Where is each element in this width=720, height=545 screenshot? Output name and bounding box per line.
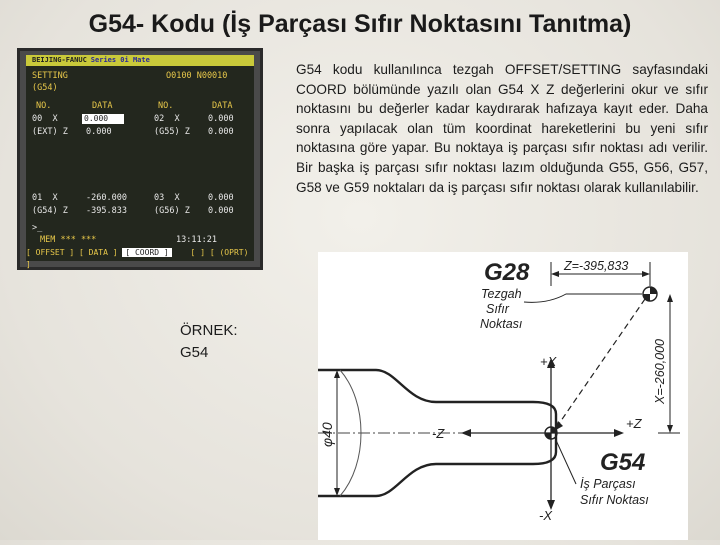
cnc-row2-no: (EXT) Z (32, 127, 68, 137)
softkey-oprt[interactable]: [ (OPRT) ] (26, 248, 249, 269)
tezgah-label-3: Noktası (480, 317, 523, 331)
cnc-col-data: DATA (92, 101, 113, 111)
cnc-row4-no2: (G56) Z (154, 206, 190, 216)
g54-label: G54 (600, 449, 646, 476)
cnc-softkey-bar (26, 247, 254, 269)
diameter-arrow-top (334, 370, 340, 378)
cnc-sub: (G54) (32, 83, 58, 93)
cnc-time: 13:11:21 (176, 235, 217, 245)
g54-leader-line (555, 438, 576, 484)
tezgah-label-2: Sıfır (486, 302, 509, 316)
cnc-brand: BEIJING-FANUC (32, 56, 87, 64)
cnc-row4-no: (G54) Z (32, 206, 68, 216)
minus-z-label: -Z (432, 426, 445, 441)
example-block (180, 320, 238, 364)
cnc-row1-no: 00 X (32, 114, 58, 124)
tezgah-label-1: Tezgah (481, 287, 522, 301)
cnc-row3-no: 01 X (32, 193, 58, 203)
minus-z-arrow (461, 429, 471, 437)
offset-path-line (556, 299, 645, 428)
cnc-row4-data2: 0.000 (208, 206, 234, 216)
is-parcasi-label-1: İş Parçası (580, 477, 636, 491)
plus-z-arrow (614, 429, 624, 437)
technical-drawing (318, 252, 688, 540)
cnc-row3-no2: 03 X (154, 193, 180, 203)
plus-z-label: +Z (626, 416, 642, 431)
page-title: G54- Kodu (İş Parçası Sıfır Noktasını Tanıtma) (88, 10, 632, 38)
cnc-row1-no2: 02 X (154, 114, 180, 124)
x-dim-arrow-bottom (667, 425, 673, 433)
x-dim-label: X=-260,000 (653, 339, 667, 404)
cnc-display (26, 55, 254, 269)
cnc-header-right: O0100 N00010 (166, 71, 228, 81)
z-dim-arrow-right (642, 271, 650, 277)
g28-leader-line (524, 294, 642, 302)
diameter-arrow-bottom (334, 488, 340, 496)
cnc-col-no2: NO. (158, 101, 174, 111)
cnc-row2-data2: 0.000 (208, 127, 234, 137)
cnc-header-left: SETTING (32, 71, 68, 81)
minus-x-label: -X (539, 508, 552, 523)
cnc-mem: MEM *** *** (40, 235, 97, 245)
cnc-col-data2: DATA (212, 101, 233, 111)
cnc-prompt: >_ (32, 223, 43, 233)
softkey-blank-open[interactable]: [ (190, 248, 196, 257)
g28-label: G28 (484, 259, 530, 286)
cnc-row3-data: -260.000 (86, 193, 127, 203)
g28-point-fill-a (650, 287, 657, 294)
softkey-offset[interactable]: [ OFFSET ] (26, 248, 75, 257)
x-dim-arrow-top (667, 294, 673, 302)
description-paragraph: G54 kodu kullanılınca tezgah OFFSET/SETTING sayfasındaki COORD bölümünde yazılı olan G54 X Z değerlerini okur ve sıfır noktasını bu değerler kadar kaydırarak hafızaya kayıt eder. Daha sonra yapılacak olan tüm koordinat hareketlerini bu yeni sıfır noktasına göre yapar. Bu noktaya iş parçası sıfır noktası adı verilir. Bir başka iş parçası sıfır noktası lazım olduğunda G55, G56, G57, G58 ve G59 noktaları da iş parçası sıfır noktası olarak kullanılabilir. (296, 62, 708, 195)
is-parcasi-label-2: Sıfır Noktası (580, 493, 649, 507)
cnc-row3-data2: 0.000 (208, 193, 234, 203)
g54-point-fill-b (545, 433, 551, 439)
softkey-data[interactable]: [ DATA ] (79, 248, 118, 257)
softkey-blank-close[interactable]: ] (200, 248, 206, 257)
cnc-screen (17, 48, 263, 270)
cnc-col-no: NO. (36, 101, 52, 111)
softkey-coord[interactable]: [ COORD ] (122, 248, 171, 257)
cnc-row2-data: 0.000 (86, 127, 112, 137)
cnc-row2-no2: (G55) Z (154, 127, 190, 137)
diameter-label: φ40 (319, 422, 335, 447)
cnc-row1-data2: 0.000 (208, 114, 234, 124)
example-label: ÖRNEK: (180, 322, 238, 339)
plus-x-label: +X (540, 354, 557, 369)
drawing-svg (318, 252, 688, 540)
cnc-row4-data: -395.833 (86, 206, 127, 216)
z-dim-arrow-left (551, 271, 559, 277)
cnc-series: Series 0i Mate (90, 56, 150, 64)
example-code: G54 (180, 344, 209, 361)
z-dim-label: Z=-395,833 (564, 259, 629, 273)
cnc-row1-data: 0.000 (82, 114, 124, 124)
cnc-brand-bar (26, 55, 254, 66)
